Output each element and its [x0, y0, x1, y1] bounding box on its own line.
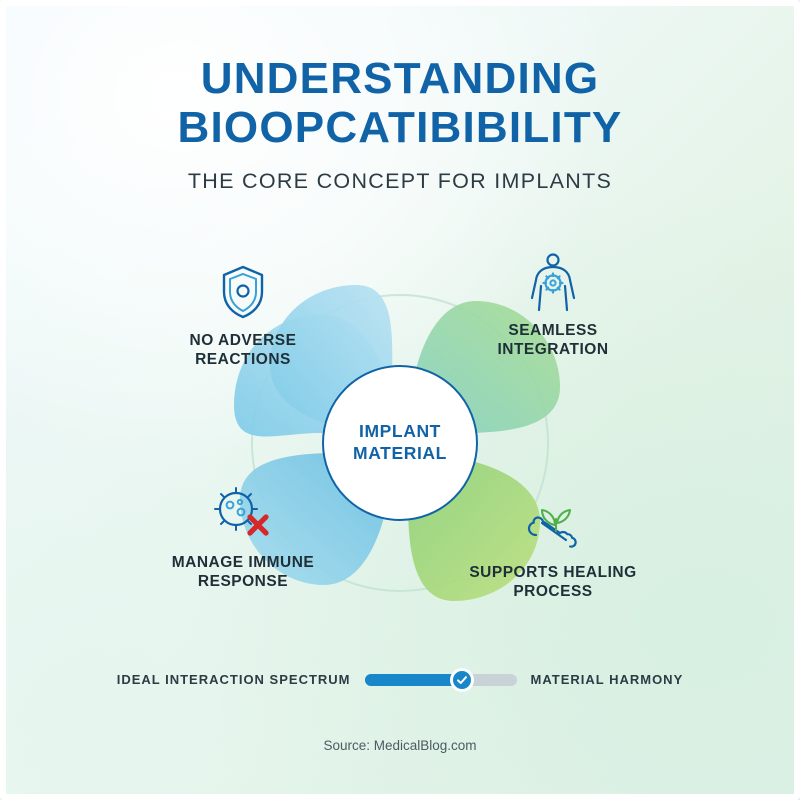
node-label-line1: SEAMLESS: [508, 322, 598, 339]
center-node: [322, 365, 478, 521]
page-title: [0, 54, 800, 153]
node-label-line1: SUPPORTS HEALING: [469, 564, 637, 581]
slider-fill: [365, 674, 462, 686]
node-manage-immune-response[interactable]: [148, 483, 338, 592]
spectrum-row: [0, 672, 800, 687]
node-label-line2: RESPONSE: [197, 573, 289, 591]
page-title-line1: UNDERSTANDING: [200, 54, 600, 103]
body-gear-icon: [458, 251, 648, 313]
spectrum-left-label: IDEAL INTERACTION SPECTRUM: [116, 672, 351, 687]
source-credit: Source: MedicalBlog.com: [323, 738, 477, 753]
virus-blocked-icon: [148, 483, 338, 545]
biocompatibility-diagram: [170, 245, 637, 635]
spectrum-slider[interactable]: [365, 674, 517, 686]
page-title-line2: BIOOPCATIBIBILITY: [177, 103, 623, 153]
check-icon: [456, 674, 468, 686]
node-supports-healing-process[interactable]: [458, 493, 648, 602]
spectrum-right-label: MATERIAL HARMONY: [530, 672, 684, 687]
shield-icon: [148, 261, 338, 323]
header: [0, 54, 800, 194]
node-no-adverse-reactions[interactable]: [148, 261, 338, 370]
center-label-line1: IMPLANT: [359, 421, 441, 442]
slider-knob[interactable]: [450, 668, 474, 692]
node-label-line2: PROCESS: [513, 583, 593, 601]
page-subtitle: THE CORE CONCEPT FOR IMPLANTS: [187, 168, 613, 193]
node-label-line2: REACTIONS: [195, 351, 291, 369]
node-label-line1: NO ADVERSE: [189, 332, 297, 349]
bone-sprout-icon: [458, 493, 648, 555]
node-label-line2: INTEGRATION: [497, 341, 609, 359]
node-label-line1: MANAGE IMMUNE: [171, 554, 315, 571]
node-seamless-integration[interactable]: [458, 251, 648, 360]
center-label-line2: MATERIAL: [353, 443, 447, 463]
